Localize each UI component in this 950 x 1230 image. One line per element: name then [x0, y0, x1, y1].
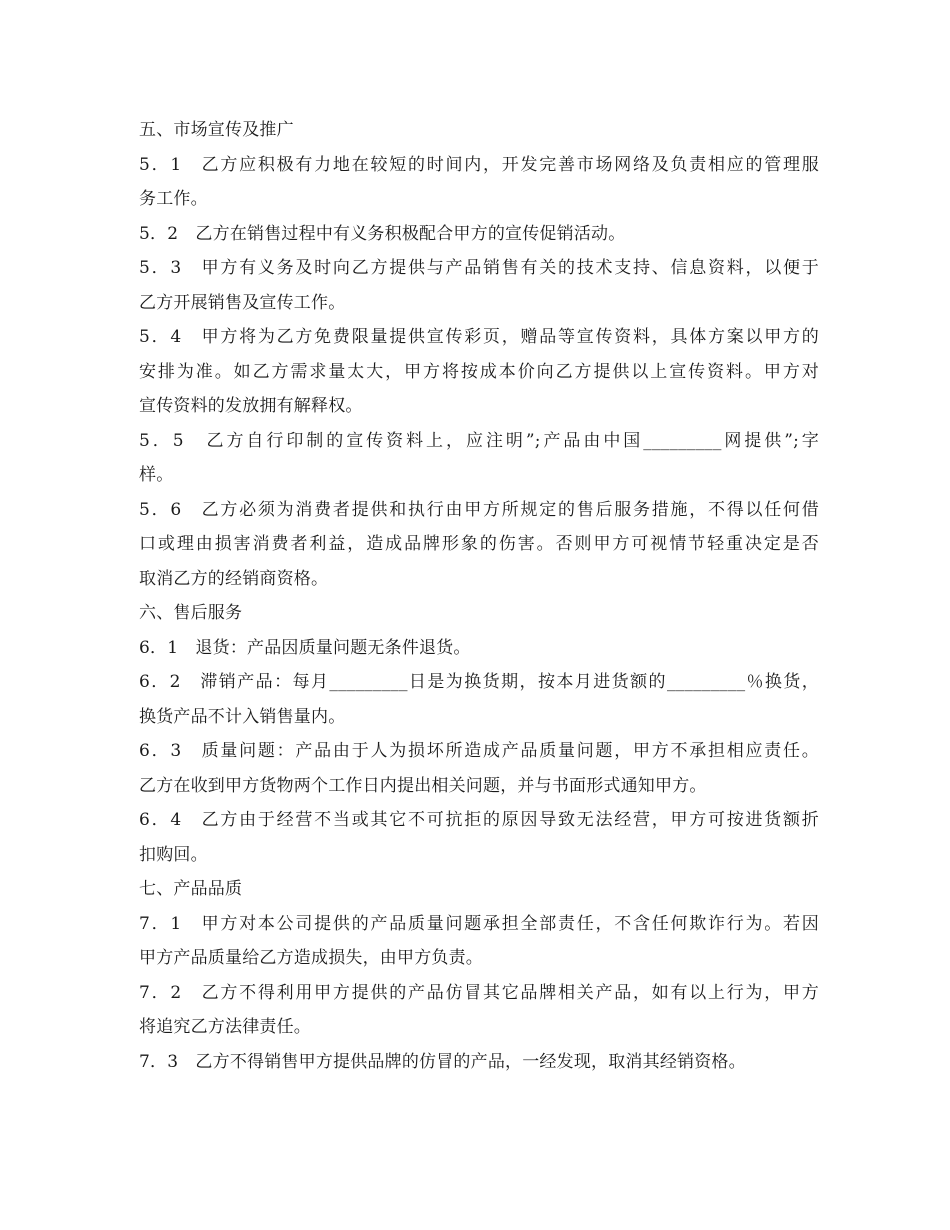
text-line: 5．2 乙方在销售过程中有义务积极配合甲方的宣传促销活动。 [139, 223, 626, 244]
text-line: 乙方开展销售及宣传工作。 [139, 292, 346, 313]
text-line: 将追究乙方法律责任。 [139, 1017, 311, 1037]
text-line: 口或理由损害消费者利益，造成品牌形象的伤害。否则甲方可视情节轻重决定是否 [139, 534, 819, 554]
text-line: 6．2 滞销产品：每月_________日是为换货期，按本月进货额的_________％换货， [139, 672, 819, 692]
document-body [139, 113, 819, 1079]
text-line: 安排为准。如乙方需求量太大，甲方将按成本价向乙方提供以上宣传资料。甲方对 [139, 361, 819, 382]
text-line: 5．3 甲方有义务及时向乙方提供与产品销售有关的技术支持、信息资料，以便于 [139, 258, 819, 278]
text-line: 样。 [139, 465, 174, 485]
text-line: 6．4 乙方由于经营不当或其它不可抗拒的原因导致无法经营，甲方可按进货额折 [139, 810, 819, 830]
text-line: 五、市场宣传及推广 [139, 120, 294, 140]
text-line: 5．6 乙方必须为消费者提供和执行由甲方所规定的售后服务措施，不得以任何借 [139, 499, 819, 520]
text-line: 换货产品不计入销售量内。 [139, 706, 346, 727]
text-line: 7．1 甲方对本公司提供的产品质量问题承担全部责任，不含任何欺诈行为。若因 [139, 913, 819, 934]
text-line: 务工作。 [139, 189, 208, 209]
text-line: 5．5 乙方自行印制的宣传资料上，应注明”;产品由中国_________网提供”;字 [139, 430, 819, 451]
text-line: 宣传资料的发放拥有解释权。 [139, 396, 363, 416]
text-line: 六、售后服务 [139, 603, 243, 623]
text-line: 乙方在收到甲方货物两个工作日内提出相关问题，并与书面形式通知甲方。 [139, 775, 707, 796]
text-line: 5．4 甲方将为乙方免费限量提供宣传彩页，赠品等宣传资料，具体方案以甲方的 [139, 327, 819, 347]
text-line: 6．3 质量问题：产品由于人为损坏所造成产品质量问题，甲方不承担相应责任。 [139, 741, 819, 761]
text-line: 5．1 乙方应积极有力地在较短的时间内，开发完善市场网络及负责相应的管理服 [139, 154, 819, 175]
text-line: 6．1 退货：产品因质量问题无条件退货。 [139, 637, 471, 658]
text-line: 取消乙方的经销商资格。 [139, 568, 329, 589]
text-line: 7．2 乙方不得利用甲方提供的产品仿冒其它品牌相关产品，如有以上行为，甲方 [139, 982, 819, 1003]
text-line: 扣购回。 [139, 844, 208, 865]
text-line: 七、产品品质 [139, 879, 243, 899]
text-line: 甲方产品质量给乙方造成损失，由甲方负责。 [139, 948, 483, 968]
text-line: 7．3 乙方不得销售甲方提供品牌的仿冒的产品，一经发现，取消其经销资格。 [139, 1051, 746, 1072]
